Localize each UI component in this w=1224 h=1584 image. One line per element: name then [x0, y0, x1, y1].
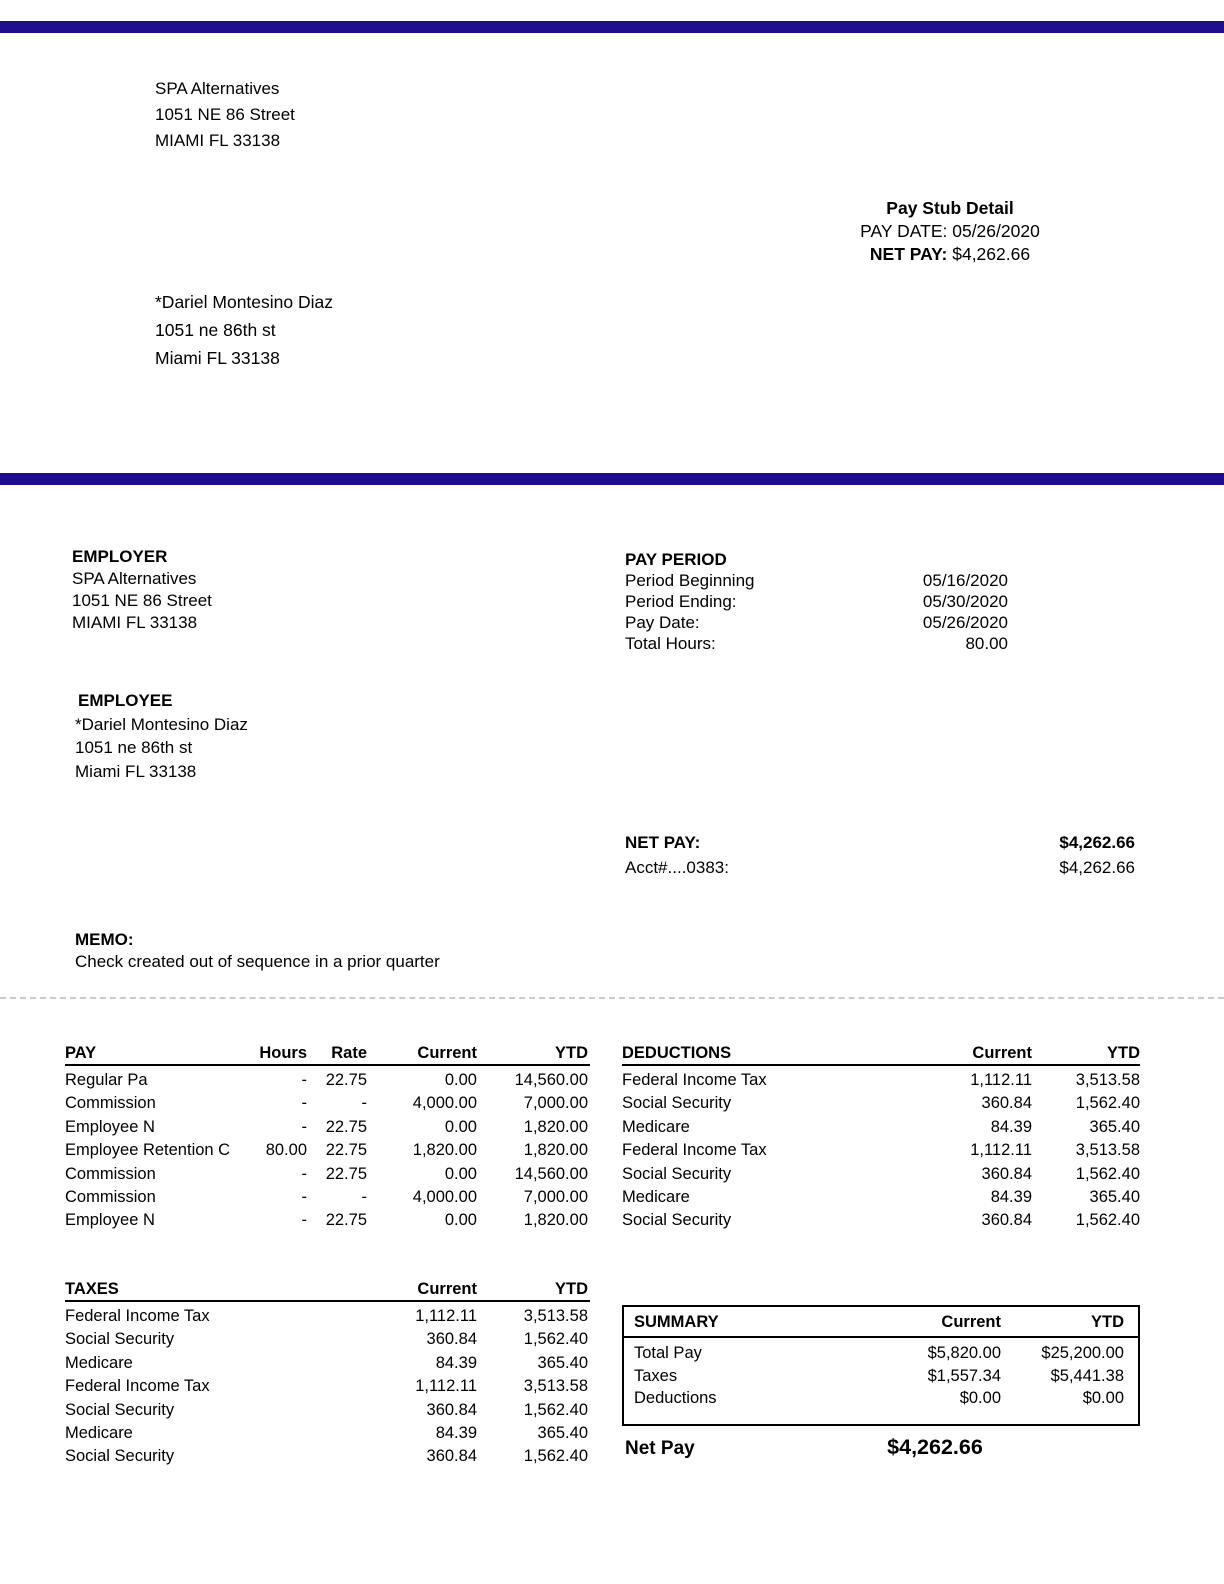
pay-period-row-value: 05/30/2020 [922, 592, 1008, 611]
employee-heading: EMPLOYEE [78, 691, 173, 710]
taxes-table-rows [65, 1302, 590, 1469]
deduction-row-name: Social Security [622, 1211, 732, 1230]
deduction-row-name: Social Security [622, 1164, 732, 1183]
table-row [65, 1399, 590, 1422]
table-row [65, 1422, 590, 1445]
tax-row-ytd: 3,513.58 [523, 1307, 588, 1325]
pay-row-rate: 22.75 [325, 1141, 367, 1160]
deduction-row-name: Social Security [622, 1094, 732, 1113]
table-row [65, 1375, 590, 1398]
deductions-table-header-current: Current [972, 1044, 1032, 1062]
deduction-row-name: Federal Income Tax [622, 1141, 767, 1160]
pay-row-ytd: 1,820.00 [523, 1117, 588, 1136]
pay-table-header-rate: Rate [331, 1044, 367, 1062]
company-name: SPA Alternatives [155, 79, 280, 98]
dashed-separator [0, 997, 1224, 999]
account-value: $4,262.66 [1059, 858, 1135, 877]
pay-row-ytd: 1,820.00 [523, 1211, 588, 1230]
tax-row-ytd: 365.40 [537, 1353, 588, 1372]
tax-row-name: Social Security [65, 1447, 175, 1466]
pay-row-current: 0.00 [444, 1211, 477, 1230]
net-pay-total-row [625, 830, 1135, 855]
tax-row-name: Social Security [65, 1400, 175, 1419]
company-address-block [155, 76, 295, 154]
tax-row-name: Medicare [65, 1353, 133, 1372]
summary-header [624, 1307, 1138, 1338]
net-pay-value: $4,262.66 [952, 244, 1031, 264]
pay-period-row [625, 612, 1008, 633]
pay-row-current: 0.00 [444, 1071, 477, 1089]
tax-row-current: 1,112.11 [415, 1377, 477, 1396]
pay-row-hours: - [301, 1211, 307, 1230]
company-address-line1: 1051 NE 86 Street [155, 105, 295, 124]
tax-row-ytd: 1,562.40 [523, 1330, 588, 1349]
pay-date-label: PAY DATE: [860, 221, 948, 241]
deductions-table-header-ytd: YTD [1107, 1044, 1140, 1062]
summary-row-ytd: $5,441.38 [1050, 1366, 1124, 1385]
pay-row-ytd: 7,000.00 [523, 1188, 588, 1207]
pay-row-name: Employee N [65, 1117, 155, 1136]
summary-row-current: $1,557.34 [927, 1366, 1001, 1385]
pay-row-rate: 22.75 [325, 1211, 367, 1230]
tax-row-current: 360.84 [426, 1330, 477, 1349]
pay-period-row-value: 80.00 [965, 634, 1008, 653]
pay-row-hours: - [301, 1188, 307, 1207]
pay-period-row [625, 633, 1008, 654]
deductions-table-header [622, 1044, 1140, 1066]
table-row [65, 1352, 590, 1375]
pay-period-row-label: Period Beginning [625, 571, 755, 590]
table-row [65, 1163, 590, 1186]
deduction-row-current: 1,112.11 [970, 1141, 1032, 1160]
summary-row-current: $5,820.00 [927, 1344, 1001, 1362]
pay-row-current: 1,820.00 [412, 1141, 477, 1160]
table-row [65, 1445, 590, 1468]
table-row [622, 1092, 1140, 1115]
tax-row-ytd: 365.40 [537, 1424, 588, 1443]
pay-row-ytd: 1,820.00 [523, 1141, 588, 1160]
deduction-row-ytd: 365.40 [1089, 1117, 1140, 1136]
employee-address-line2: Miami FL 33138 [75, 761, 197, 781]
recipient-name: *Dariel Montesino Diaz [155, 292, 333, 312]
net-pay-section-label: NET PAY: [625, 833, 701, 852]
pay-table-header-ytd: YTD [555, 1044, 588, 1062]
net-pay-label: NET PAY: [869, 244, 948, 264]
tax-row-current: 360.84 [426, 1447, 477, 1466]
recipient-address-line2: Miami FL 33138 [155, 348, 280, 368]
pay-row-rate: 22.75 [325, 1164, 367, 1183]
summary-row-ytd: $25,200.00 [1041, 1344, 1124, 1362]
tax-row-current: 84.39 [435, 1353, 477, 1372]
summary-header-name: SUMMARY [634, 1313, 719, 1331]
deduction-row-ytd: 1,562.40 [1075, 1164, 1140, 1183]
taxes-table-header-current: Current [417, 1280, 477, 1298]
net-pay-final-amount: $4,262.66 [887, 1435, 983, 1459]
table-row [634, 1387, 1124, 1410]
account-label: Acct#....0383: [625, 858, 729, 877]
deduction-row-current: 360.84 [981, 1211, 1032, 1230]
table-row [65, 1328, 590, 1351]
pay-table-rows [65, 1066, 590, 1233]
taxes-table-header-ytd: YTD [555, 1280, 588, 1298]
recipient-address-line1: 1051 ne 86th st [155, 320, 276, 340]
summary-row-ytd: $0.00 [1082, 1389, 1124, 1407]
pay-table-header-hours: Hours [259, 1044, 307, 1062]
tax-row-name: Social Security [65, 1330, 175, 1349]
pay-period-rows [625, 570, 1008, 654]
pay-row-rate: - [361, 1188, 367, 1207]
tax-row-ytd: 3,513.58 [523, 1377, 588, 1396]
pay-period-row-label: Period Ending: [625, 592, 737, 611]
pay-row-name: Employee N [65, 1211, 155, 1230]
pay-row-current: 0.00 [444, 1164, 477, 1183]
table-row [65, 1209, 590, 1232]
deduction-row-name: Federal Income Tax [622, 1071, 767, 1089]
taxes-table-header [65, 1280, 590, 1302]
employee-address-line1: 1051 ne 86th st [75, 738, 193, 757]
pay-row-rate: 22.75 [325, 1117, 367, 1136]
pay-row-hours: - [301, 1164, 307, 1183]
pay-row-ytd: 14,560.00 [514, 1164, 588, 1183]
pay-row-name: Employee Retention C [65, 1141, 231, 1160]
deduction-row-current: 84.39 [990, 1188, 1032, 1207]
deductions-table-rows [622, 1066, 1140, 1233]
employer-section [72, 546, 212, 634]
pay-date-line [740, 220, 1160, 243]
pay-period-row [625, 570, 1008, 591]
employer-address-line1: 1051 NE 86 Street [72, 591, 212, 610]
deduction-row-name: Medicare [622, 1117, 690, 1136]
pay-period-heading: PAY PERIOD [625, 550, 727, 569]
summary-header-current: Current [941, 1313, 1001, 1331]
employee-section [75, 689, 248, 783]
pay-row-current: 4,000.00 [412, 1188, 477, 1207]
pay-row-hours: 80.00 [265, 1141, 307, 1160]
tax-row-current: 1,112.11 [415, 1307, 477, 1325]
table-row [622, 1116, 1140, 1139]
pay-stub-detail-block [740, 197, 1160, 266]
deduction-row-ytd: 1,562.40 [1075, 1211, 1140, 1230]
taxes-table [65, 1280, 590, 1469]
pay-period-row-label: Pay Date: [625, 613, 700, 632]
pay-row-ytd: 14,560.00 [514, 1071, 588, 1089]
deduction-row-current: 360.84 [981, 1094, 1032, 1113]
pay-row-name: Regular Pa [65, 1071, 148, 1089]
pay-row-ytd: 7,000.00 [523, 1094, 588, 1113]
tax-row-ytd: 1,562.40 [523, 1447, 588, 1466]
summary-box [622, 1305, 1140, 1426]
table-row [65, 1092, 590, 1115]
pay-table [65, 1044, 590, 1233]
pay-period-row [625, 591, 1008, 612]
table-row [65, 1305, 590, 1328]
memo-section [75, 929, 440, 973]
pay-row-name: Commission [65, 1188, 156, 1207]
table-row [634, 1365, 1124, 1388]
company-address-line2: MIAMI FL 33138 [155, 131, 281, 150]
deduction-row-ytd: 365.40 [1089, 1188, 1140, 1207]
pay-period-row-value: 05/26/2020 [922, 613, 1008, 632]
middle-accent-bar [0, 473, 1224, 485]
pay-row-current: 0.00 [444, 1117, 477, 1136]
table-row [634, 1342, 1124, 1365]
summary-row-name: Total Pay [634, 1344, 702, 1362]
summary-row-name: Deductions [634, 1389, 717, 1407]
pay-period-section [625, 549, 1008, 654]
tax-row-name: Medicare [65, 1424, 133, 1443]
tax-row-ytd: 1,562.40 [523, 1400, 588, 1419]
table-row [65, 1116, 590, 1139]
pay-row-hours: - [301, 1071, 307, 1089]
table-row [65, 1139, 590, 1162]
tax-row-current: 360.84 [426, 1400, 477, 1419]
pay-table-header-name: PAY [65, 1044, 97, 1062]
employee-name: *Dariel Montesino Diaz [75, 714, 248, 734]
net-pay-account-row [625, 855, 1135, 880]
net-pay-line [740, 243, 1160, 266]
summary-row-current: $0.00 [959, 1389, 1001, 1407]
table-row [622, 1186, 1140, 1209]
pay-period-row-label: Total Hours: [625, 634, 716, 653]
table-row [65, 1186, 590, 1209]
net-pay-section-value: $4,262.66 [1059, 833, 1135, 852]
table-row [65, 1069, 590, 1092]
pay-row-name: Commission [65, 1094, 156, 1113]
pay-stub-detail-title: Pay Stub Detail [886, 198, 1014, 218]
pay-row-current: 4,000.00 [412, 1094, 477, 1113]
deduction-row-current: 1,112.11 [970, 1071, 1032, 1089]
table-row [622, 1163, 1140, 1186]
memo-heading: MEMO: [75, 930, 134, 949]
net-pay-distribution-section [625, 830, 1135, 880]
deduction-row-ytd: 3,513.58 [1075, 1071, 1140, 1089]
summary-header-ytd: YTD [1091, 1313, 1124, 1331]
pay-date-value: 05/26/2020 [952, 221, 1040, 241]
deduction-row-ytd: 1,562.40 [1075, 1094, 1140, 1113]
pay-table-header [65, 1044, 590, 1066]
net-pay-final-label: Net Pay [625, 1438, 695, 1459]
memo-text: Check created out of sequence in a prior quarter [75, 952, 440, 971]
pay-row-hours: - [301, 1117, 307, 1136]
table-row [622, 1139, 1140, 1162]
deduction-row-current: 84.39 [990, 1117, 1032, 1136]
recipient-address-block [155, 288, 333, 372]
deductions-table [622, 1044, 1140, 1233]
pay-row-name: Commission [65, 1164, 156, 1183]
tax-row-name: Federal Income Tax [65, 1377, 210, 1396]
table-row [622, 1209, 1140, 1232]
pay-row-rate: - [361, 1094, 367, 1113]
table-row [622, 1069, 1140, 1092]
employer-name: SPA Alternatives [72, 569, 197, 588]
top-accent-bar [0, 21, 1224, 33]
deduction-row-current: 360.84 [981, 1164, 1032, 1183]
employer-address-line2: MIAMI FL 33138 [72, 613, 198, 632]
taxes-table-header-name: TAXES [65, 1280, 119, 1298]
tax-row-current: 84.39 [435, 1424, 477, 1443]
summary-rows [624, 1338, 1138, 1410]
pay-table-header-current: Current [417, 1044, 477, 1062]
summary-row-name: Taxes [634, 1366, 678, 1385]
employer-heading: EMPLOYER [72, 547, 168, 566]
deduction-row-ytd: 3,513.58 [1075, 1141, 1140, 1160]
pay-row-hours: - [301, 1094, 307, 1113]
deduction-row-name: Medicare [622, 1188, 690, 1207]
pay-period-row-value: 05/16/2020 [922, 571, 1008, 590]
tax-row-name: Federal Income Tax [65, 1307, 210, 1325]
pay-row-rate: 22.75 [325, 1071, 367, 1089]
deductions-table-header-name: DEDUCTIONS [622, 1044, 732, 1062]
